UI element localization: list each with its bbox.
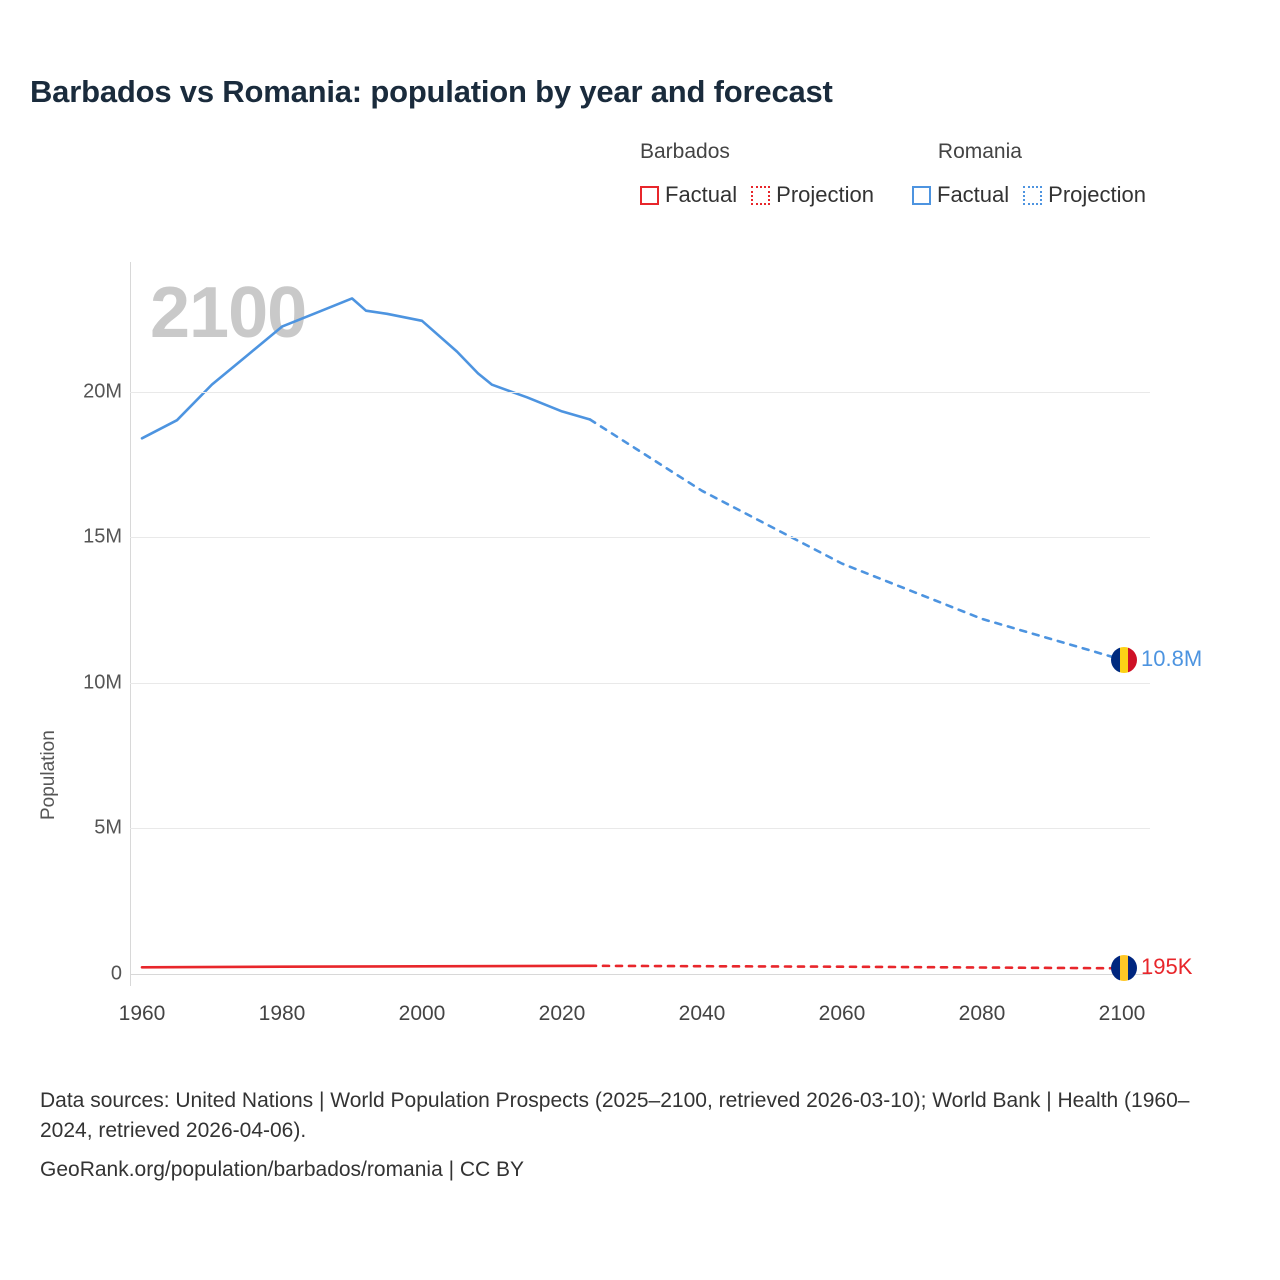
legend-item-label: Projection [1048, 182, 1146, 207]
y-axis-tick-label: 5M [94, 816, 122, 839]
series-canvas [130, 262, 1150, 986]
series-line [142, 298, 590, 438]
watermark-year: 2100 [150, 273, 307, 353]
footer-attribution: GeoRank.org/population/barbados/romania | CC BY [40, 1157, 525, 1181]
legend-swatch-dotted-icon [751, 186, 770, 205]
romania-flag-icon [1111, 647, 1137, 673]
legend-swatch-solid-icon [640, 186, 659, 205]
plot-area [83, 262, 1203, 1025]
legend-group-barbados [640, 140, 730, 170]
romania-end-label: 10.8M [1141, 645, 1203, 671]
legend-group-romania [938, 140, 1022, 170]
series-line [142, 966, 590, 968]
footer [40, 1086, 1240, 1185]
gridline [130, 392, 1150, 393]
footer-sources: Data sources: United Nations | World Population Prospects (2025–2100, retrieved 2026-03-10); World Bank | Health (1960–2024, retrieved 2026-04-06). [40, 1089, 1190, 1143]
page-title: Barbados vs Romania: population by year and forecast [30, 74, 833, 109]
x-axis-tick-label: 1960 [118, 1002, 166, 1025]
legend-item-label: Factual [937, 182, 1010, 207]
chart-legend [640, 140, 1260, 207]
y-axis-tick-label: 15M [83, 525, 122, 548]
legend-swatch-solid-icon [912, 186, 931, 205]
legend-item-barbados-projection[interactable] [751, 182, 874, 208]
x-axis-tick-label: 1980 [258, 1002, 306, 1025]
barbados-end-label: 195K [1141, 954, 1193, 980]
series-line [590, 420, 1122, 660]
y-axis-tick-label: 10M [83, 671, 122, 694]
gridline [130, 683, 1150, 684]
legend-item-romania-factual[interactable] [912, 182, 1009, 208]
legend-group-label: Romania [937, 140, 1022, 163]
x-axis-tick-label: 2100 [1098, 1002, 1146, 1025]
series-line [590, 966, 1122, 969]
y-axis-tick-label: 20M [83, 380, 122, 403]
legend-item-barbados-factual[interactable] [640, 182, 737, 208]
legend-swatch-dotted-icon [1023, 186, 1042, 205]
y-axis-title: Population [38, 730, 59, 820]
x-axis-tick-label: 2040 [678, 1002, 726, 1025]
x-axis-tick-label: 2020 [538, 1002, 586, 1025]
x-axis-tick-label: 2080 [958, 1002, 1006, 1025]
legend-item-label: Factual [665, 182, 738, 207]
legend-group-label: Barbados [640, 140, 730, 163]
gridline [130, 974, 1150, 975]
legend-item-label: Projection [776, 182, 874, 207]
y-axis-tick-label: 0 [110, 962, 122, 985]
x-axis-tick-label: 2000 [398, 1002, 446, 1025]
gridline [130, 828, 1150, 829]
x-axis-tick-label: 2060 [818, 1002, 866, 1025]
gridline [130, 537, 1150, 538]
legend-item-romania-projection[interactable] [1023, 182, 1146, 208]
